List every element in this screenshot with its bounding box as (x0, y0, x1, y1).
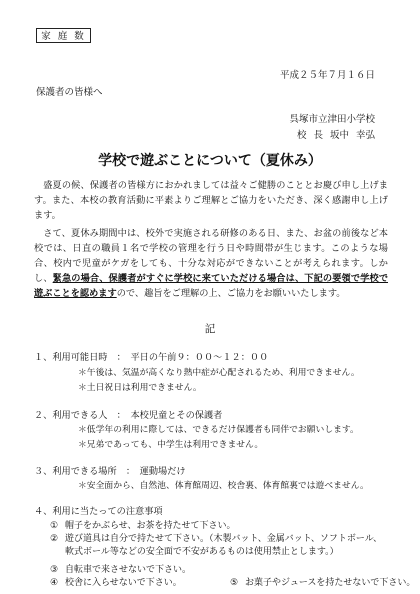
section-4-heading: ４、利用に当たっての注意事項 (34, 506, 163, 517)
section-2-note-2: ＊兄弟であっても、中学生は利用できません。 (78, 440, 264, 450)
caution-number: ③ (50, 565, 59, 575)
caution-text: お菓子やジュースを持たせないで下さい。 (245, 578, 416, 588)
principal-name: 校 長 坂中 幸弘 (296, 130, 375, 141)
caution-text: 遊び道具は自分で持たせて下さい。（木製バット、金属バット、ソフトボール、軟式ボール等などの安全面で不安があるものは使用禁止とします。） (65, 534, 382, 557)
caution-item-1 (50, 518, 235, 531)
main-paragraph-text: さて、夏休み期間中は、校外で実施される研修のある日、また、お盆の前後など本校では、日直の職員１名で学校の管理を行う日や時間帯が生じます。このような場合、校内で児童がケガをしても、十分な対応ができないことが考えられます。しかし、 (34, 228, 388, 284)
section-3-note-1: ＊安全面から、自然池、体育館周辺、校舎裏、体育館裏では遊べません。 (78, 481, 369, 491)
section-2-heading: ２、利用できる人 ： 本校児童とその保護者 (34, 410, 223, 421)
caution-number: ② (50, 534, 59, 544)
main-paragraph (34, 226, 388, 301)
school-name: 呉塚市立津田小学校 (289, 114, 375, 125)
caution-item-3 (50, 562, 191, 575)
ki-heading: 記 (204, 323, 216, 335)
caution-number: ① (50, 521, 59, 531)
document-title: 学校で遊ぶことについて（夏休み） (98, 153, 322, 169)
document-category-tag: 家 庭 数 (36, 28, 91, 43)
caution-text: 自転車で来させないで下さい。 (65, 565, 192, 575)
caution-text: 校舎に入らせないで下さい。 (65, 578, 182, 588)
caution-item-4 (50, 575, 182, 588)
section-3-heading: ３、利用できる場所 ： 運動場だけ (34, 466, 186, 477)
section-1-note-2: ＊土日祝日は利用できません。 (78, 383, 202, 393)
caution-text: 帽子をかぶらせ、お茶を持たせて下さい。 (65, 521, 236, 531)
caution-item-2 (50, 533, 387, 559)
issue-date: 平成２５年７月１６日 (279, 70, 375, 81)
section-2-note-1: ＊低学年の利用に際しては、できるだけ保護者も同伴でお願いします。 (78, 425, 359, 435)
section-1-note-1: ＊午後は、気温が高くなり熱中症が心配されるため、利用できません。 (78, 368, 360, 378)
main-paragraph-tail: ので、趣旨をご理解の上、ご協力をお願いいたします。 (116, 288, 346, 299)
addressee: 保護者の皆様へ (36, 87, 103, 98)
section-1-heading: １、利用可能日時 ： 平日の午前９：００～１２：００ (34, 352, 269, 363)
emphasis-text: 緊急の場合、保護者がすぐに学校に来ていただける場合は、下記の要領で学校で遊ぶことを認めます (34, 273, 389, 299)
caution-item-5 (230, 575, 415, 588)
caution-number: ④ (50, 578, 59, 588)
caution-number: ⑤ (230, 578, 239, 588)
greeting-paragraph: 盛夏の候、保護者の皆様方におかれましては益々ご健勝のこととお慶び申し上げます。また、本校の教育活動に平素よりご理解とご協力をいただき、深く感謝申し上げます。 (34, 180, 388, 221)
